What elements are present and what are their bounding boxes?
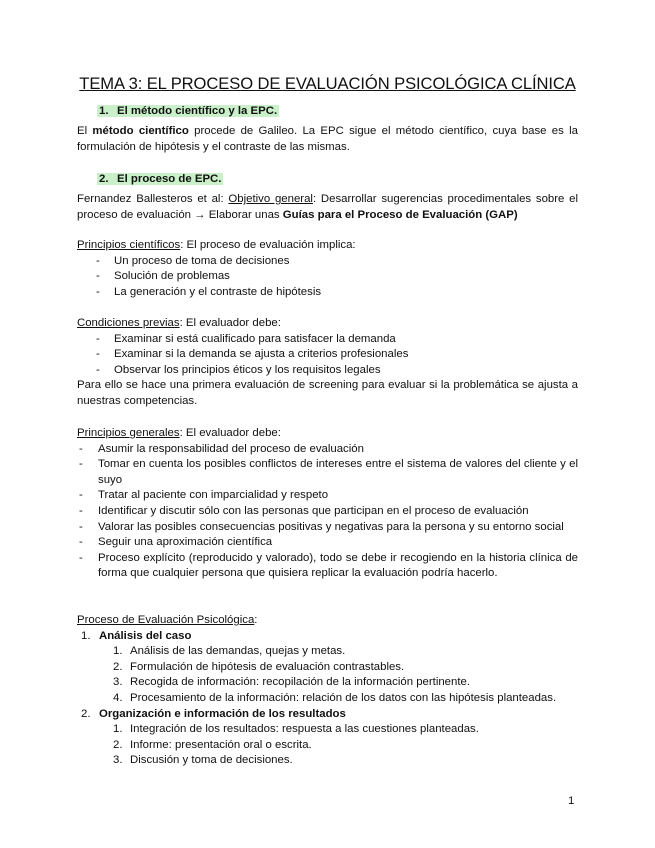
text-run: El	[77, 125, 93, 137]
page-number: 1	[568, 795, 575, 807]
sub-numbered-list	[77, 644, 578, 706]
subsection-label	[77, 426, 578, 442]
sub-step-text: Recogida de información: recopilación de la información pertinente.	[130, 676, 471, 689]
list-item: - Asumir la responsabilidad del proceso de evaluación	[77, 442, 578, 458]
bold-term: Guías para el Proceso de Evaluación (GAP)	[282, 208, 518, 221]
paragraph-metodo	[77, 124, 578, 155]
list-item: - Un proceso de toma de decisiones	[77, 254, 578, 270]
text-run: : El proceso de evaluación implica:	[180, 239, 356, 251]
sub-step-text: Procesamiento de la información: relación de los datos con las hipótesis planteadas.	[130, 691, 557, 704]
sub-step-number: 3.	[113, 676, 123, 689]
subsection-label	[77, 316, 578, 332]
step-title: Análisis del caso	[99, 629, 192, 642]
dash-list	[77, 442, 578, 582]
text-run: Fernandez Ballesteros et al:	[77, 193, 229, 205]
list-item: - Observar los principios éticos y los requisitos legales	[77, 363, 578, 379]
proceso-evaluacion	[77, 613, 578, 769]
list-item: - Solución de problemas	[77, 269, 578, 285]
section-heading-1	[97, 104, 279, 120]
section-heading-text: El proceso de EPC.	[117, 173, 222, 185]
heading-highlight	[97, 105, 279, 117]
principios-cientificos	[77, 238, 578, 300]
subsection-label	[77, 238, 578, 254]
text-run: : El evaluador debe:	[179, 427, 281, 439]
process-step	[77, 707, 578, 769]
sub-step-text: Discusión y toma de decisiones.	[130, 754, 293, 767]
sub-step-number: 1.	[113, 645, 123, 658]
list-item: - Examinar si la demanda se ajusta a criterios profesionales	[77, 347, 578, 363]
list-item: - Examinar si está cualificado para satisfacer la demanda	[77, 332, 578, 348]
step-number: 2.	[81, 707, 91, 720]
section-heading-2	[97, 172, 223, 188]
sub-numbered-list	[77, 722, 578, 769]
list-item: - Tomar en cuenta los posibles conflictos de intereses entre el sistema de valores del cliente y el suyo	[77, 457, 578, 488]
underlined-label: Principios científicos	[77, 239, 181, 251]
section-number: 2.	[99, 173, 109, 185]
sub-step-number: 3.	[113, 754, 123, 767]
sub-step-text: Análisis de las demandas, quejas y metas.	[130, 645, 346, 658]
paragraph-screening: Para ello se hace una primera evaluación de screening para evaluar si la problemática se ajusta a nuestras competencias.	[77, 379, 578, 407]
step-title: Organización e información de los resultados	[99, 707, 346, 720]
page-title: TEMA 3: EL PROCESO DE EVALUACIÓN PSICOLÓGICA CLÍNICA	[79, 74, 576, 93]
sub-step-text: Informe: presentación oral o escrita.	[130, 738, 312, 751]
step-number: 1.	[81, 629, 91, 642]
sub-step	[77, 644, 578, 660]
condiciones-previas	[77, 316, 578, 410]
heading-highlight	[97, 173, 223, 185]
list-item: - Valorar las posibles consecuencias positivas y negativas para la persona y su entorno social	[77, 520, 578, 536]
sub-step	[77, 738, 578, 754]
section-heading-text: El método científico y la EPC.	[117, 105, 278, 117]
sub-step	[77, 691, 578, 707]
principios-generales	[77, 426, 578, 582]
sub-step-number: 2.	[113, 738, 123, 751]
underlined-label: Condiciones previas	[77, 317, 180, 329]
paragraph-objetivo	[77, 192, 578, 223]
sub-step	[77, 675, 578, 691]
underlined-label: Proceso de Evaluación Psicológica	[77, 614, 255, 626]
list-item: - Proceso explícito (reproducido y valorado), todo se debe ir recogiendo en la historia clínica de forma que cualquier persona que quisiera replicar la evaluación podría hacerlo.	[77, 551, 578, 582]
sub-step-number: 4.	[113, 691, 123, 704]
bold-term: método científico	[92, 125, 189, 137]
process-step	[77, 629, 578, 707]
list-item: - Tratar al paciente con imparcialidad y respeto	[77, 488, 578, 504]
text-run: : Desarrollar sugerencias procedimentales sobre el proceso de evaluación → Elaborar unas	[77, 193, 579, 221]
text-run: procede de Galileo. La EPC sigue el método científico, cuya base es la formulación de hipótesis y el contraste de las mismas.	[77, 125, 578, 153]
underlined-label: Principios generales	[77, 427, 180, 439]
numbered-list	[77, 629, 578, 769]
sub-step-text: Integración de los resultados: respuesta a las cuestiones planteadas.	[130, 723, 479, 736]
dash-list	[77, 332, 578, 379]
section-number: 1.	[99, 105, 109, 117]
list-item: - Seguir una aproximación científica	[77, 535, 578, 551]
sub-step-text: Formulación de hipótesis de evaluación contrastables.	[130, 660, 405, 673]
list-item: - La generación y el contraste de hipótesis	[77, 285, 578, 301]
dash-list	[77, 254, 578, 301]
list-item: - Identificar y discutir sólo con las personas que participan en el proceso de evaluación	[77, 504, 578, 520]
sub-step	[77, 722, 578, 738]
text-run: : El evaluador debe:	[179, 317, 281, 329]
sub-step-number: 1.	[113, 723, 123, 736]
sub-step-number: 2.	[113, 660, 123, 673]
subsection-label	[77, 613, 578, 629]
text-run: :	[254, 614, 258, 626]
sub-step	[77, 753, 578, 769]
sub-step	[77, 660, 578, 676]
underlined-term: Objetivo general	[228, 193, 313, 205]
